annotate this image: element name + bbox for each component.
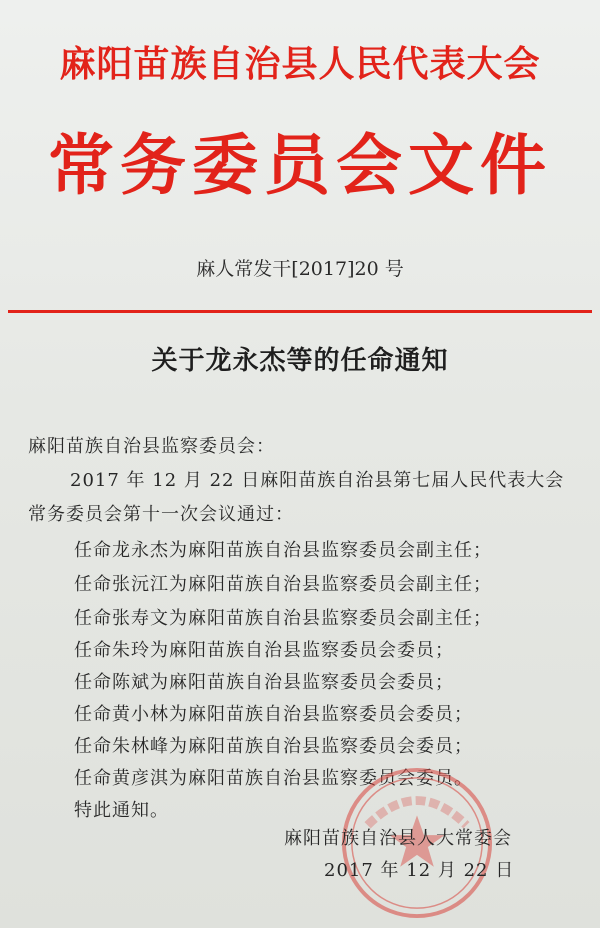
org-header: 麻阳苗族自治县人民代表大会 <box>59 44 541 85</box>
appointment-line: 任命黄彦淇为麻阳苗族自治县监察委员会委员。 <box>74 768 473 789</box>
appointment-line: 任命龙永杰为麻阳苗族自治县监察委员会副主任； <box>74 540 492 561</box>
document-type-header: 常务委员会文件 <box>48 127 552 204</box>
issuer-signature: 麻阳苗族自治县人大常委会 <box>284 828 512 849</box>
appointment-line: 任命陈斌为麻阳苗族自治县监察委员会委员； <box>74 672 454 693</box>
red-divider-line <box>8 310 592 313</box>
notice-title: 关于龙永杰等的任命通知 <box>151 346 449 376</box>
appointment-line: 任命朱林峰为麻阳苗族自治县监察委员会委员； <box>74 736 473 757</box>
appointment-line: 任命朱玲为麻阳苗族自治县监察委员会委员； <box>74 640 454 661</box>
recipient-line: 麻阳苗族自治县监察委员会： <box>28 436 275 457</box>
issue-date: 2017 年 12 月 22 日 <box>324 860 515 881</box>
document-number: 麻人常发干[2017]20 号 <box>196 258 404 280</box>
intro-line-1: 2017 年 12 月 22 日麻阳苗族自治县第七届人民代表大会 <box>70 470 565 491</box>
appointment-line: 任命张寿文为麻阳苗族自治县监察委员会副主任； <box>74 608 492 629</box>
appointment-line: 任命张沅江为麻阳苗族自治县监察委员会副主任； <box>74 574 492 595</box>
appointment-line: 任命黄小林为麻阳苗族自治县监察委员会委员； <box>74 704 473 725</box>
intro-line-2: 常务委员会第十一次会议通过： <box>28 504 294 525</box>
closing-line: 特此通知。 <box>74 800 169 821</box>
